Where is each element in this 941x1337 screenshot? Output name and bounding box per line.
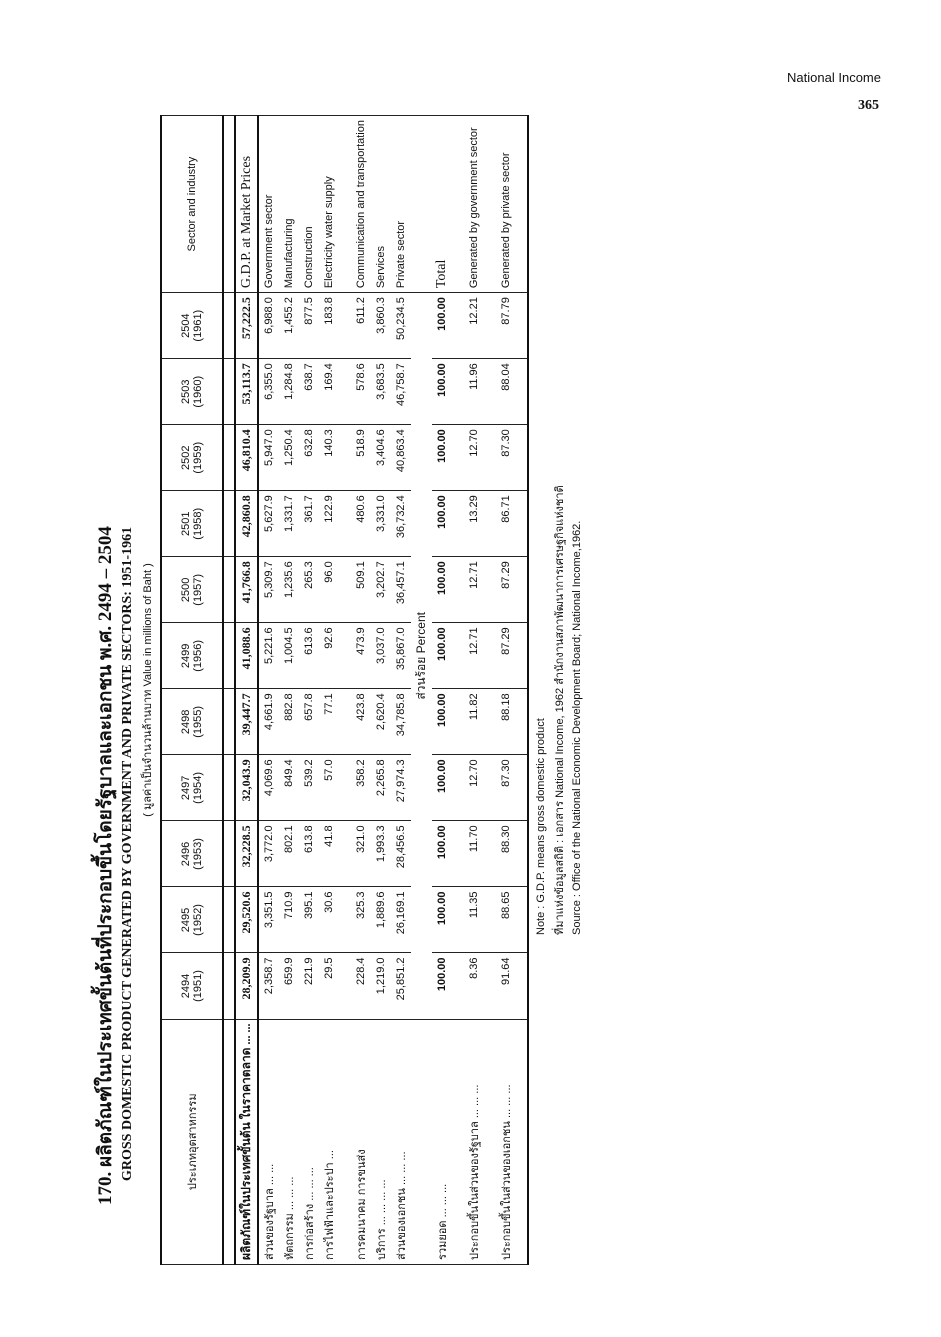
gdp-table bbox=[160, 115, 529, 1265]
spacer-cell bbox=[223, 491, 235, 557]
spacer-cell bbox=[223, 359, 235, 425]
spacer-cell bbox=[339, 557, 351, 623]
table-cell: 26,169.1 bbox=[391, 887, 411, 953]
table-cell: 36,732.4 bbox=[391, 491, 411, 557]
table-cell: 8.36 bbox=[464, 953, 484, 1019]
row-label-english: G.D.P. at Market Prices bbox=[235, 116, 258, 293]
table-cell: 509.1 bbox=[351, 557, 371, 623]
header-row bbox=[161, 116, 223, 1265]
table-cell: 36,457.1 bbox=[391, 557, 411, 623]
table-cell: 657.8 bbox=[299, 689, 319, 755]
spacer-cell bbox=[452, 953, 464, 1019]
spacer-cell bbox=[339, 755, 351, 821]
spacer-cell bbox=[223, 887, 235, 953]
spacer-cell bbox=[339, 821, 351, 887]
spacer-cell bbox=[516, 821, 528, 887]
row-label-english: Electricity water supply bbox=[319, 116, 339, 293]
table-cell: 25,851.2 bbox=[391, 953, 411, 1019]
table-cell: 1,889.6 bbox=[371, 887, 391, 953]
table-cell: 877.5 bbox=[299, 293, 319, 359]
spacer-cell bbox=[223, 689, 235, 755]
spacer-cell bbox=[452, 557, 464, 623]
row-label-thai: ประกอบขึ้นในส่วนของรัฐบาล ... ... ... bbox=[464, 1019, 484, 1264]
spacer-cell bbox=[516, 557, 528, 623]
table-cell: 88.04 bbox=[496, 359, 516, 425]
table-row bbox=[464, 116, 484, 1265]
table-cell: 6,988.0 bbox=[258, 293, 279, 359]
table-cell: 3,772.0 bbox=[258, 821, 279, 887]
row-label-thai: การไฟฟ้าและประปา ... bbox=[319, 1019, 339, 1264]
table-cell: 1,331.7 bbox=[279, 491, 299, 557]
spacer-cell bbox=[339, 953, 351, 1019]
spacer-cell bbox=[516, 1019, 528, 1264]
table-cell: 57,222.5 bbox=[235, 293, 258, 359]
spacer-cell bbox=[484, 425, 496, 491]
table-cell: 5,221.6 bbox=[258, 623, 279, 689]
table-row bbox=[432, 116, 452, 1265]
spacer-cell bbox=[452, 1019, 464, 1264]
row-label-thai: ประกอบขึ้นในส่วนของเอกชน ... ... ... bbox=[496, 1019, 516, 1264]
table-cell: 100.00 bbox=[432, 821, 452, 887]
table-cell: 12.71 bbox=[464, 623, 484, 689]
header-english: Sector and industry bbox=[161, 116, 223, 293]
spacer-cell bbox=[516, 953, 528, 1019]
header-year-7: 2501 (1958) bbox=[161, 491, 223, 557]
table-cell: 100.00 bbox=[432, 557, 452, 623]
table-cell: 91.64 bbox=[496, 953, 516, 1019]
table-cell: 5,309.7 bbox=[258, 557, 279, 623]
table-cell: 11.35 bbox=[464, 887, 484, 953]
table-cell: 632.8 bbox=[299, 425, 319, 491]
table-cell: 659.9 bbox=[279, 953, 299, 1019]
table-row bbox=[351, 116, 371, 1265]
row-label-english: Communication and transportation bbox=[351, 116, 371, 293]
header-year-6: 2500 (1957) bbox=[161, 557, 223, 623]
spacer-cell bbox=[516, 755, 528, 821]
table-cell: 395.1 bbox=[299, 887, 319, 953]
table-cell: 100.00 bbox=[432, 953, 452, 1019]
header-year-4: 2498 (1955) bbox=[161, 689, 223, 755]
spacer-cell bbox=[484, 887, 496, 953]
table-cell: 92.6 bbox=[319, 623, 339, 689]
header-year-10: 2504 (1961) bbox=[161, 293, 223, 359]
table-cell: 86.71 bbox=[496, 491, 516, 557]
row-label-thai: การก่อสร้าง ... ... ... bbox=[299, 1019, 319, 1264]
table-cell: 710.9 bbox=[279, 887, 299, 953]
title-thai-text: ผลิตภัณฑ์ในประเทศขั้นต้นที่ประกอบขึ้นโดยรัฐบาลและเอกชน พ.ศ. 2494 – 2504 bbox=[95, 526, 116, 1167]
table-cell: 4,069.6 bbox=[258, 755, 279, 821]
table-cell: 3,351.5 bbox=[258, 887, 279, 953]
table-cell: 57.0 bbox=[319, 755, 339, 821]
table-cell: 87.30 bbox=[496, 425, 516, 491]
row-label-thai: รวมยอด ... ... ... bbox=[432, 1019, 452, 1264]
row-label-thai: หัตถกรรม ... ... ... bbox=[279, 1019, 299, 1264]
table-cell: 46,810.4 bbox=[235, 425, 258, 491]
spacer-cell bbox=[484, 491, 496, 557]
row-label-english: Private sector bbox=[391, 116, 411, 293]
table-cell: 3,404.6 bbox=[371, 425, 391, 491]
table-cell: 12.71 bbox=[464, 557, 484, 623]
header-year-1: 2495 (1952) bbox=[161, 887, 223, 953]
table-cell: 518.9 bbox=[351, 425, 371, 491]
table-cell: 5,627.9 bbox=[258, 491, 279, 557]
table-row bbox=[319, 116, 339, 1265]
spacer-cell bbox=[484, 821, 496, 887]
table-cell: 29,520.6 bbox=[235, 887, 258, 953]
title-thai bbox=[90, 115, 120, 1265]
percent-label: ส่วนร้อย Percent bbox=[411, 293, 432, 1019]
table-cell: 39,447.7 bbox=[235, 689, 258, 755]
table-cell: 361.7 bbox=[299, 491, 319, 557]
table-cell: 265.3 bbox=[299, 557, 319, 623]
table-cell: 611.2 bbox=[351, 293, 371, 359]
thai-source-line: ที่มาแห่งข้อมูลสถิติ : เอกสาร National Income, 1962 สำนักงานสภาพัฒนาการเศรษฐกิจแห่งชาติ bbox=[554, 485, 566, 935]
spacer-cell bbox=[223, 557, 235, 623]
spacer-cell bbox=[452, 491, 464, 557]
spacer-row bbox=[484, 116, 496, 1265]
spacer-cell bbox=[516, 425, 528, 491]
header-year-5: 2499 (1956) bbox=[161, 623, 223, 689]
table-cell: 42,860.8 bbox=[235, 491, 258, 557]
table-cell: 13.29 bbox=[464, 491, 484, 557]
table-cell: 3,331.0 bbox=[371, 491, 391, 557]
spacer-cell bbox=[339, 623, 351, 689]
table-cell: 1,235.6 bbox=[279, 557, 299, 623]
spacer-cell bbox=[484, 293, 496, 359]
table-cell: 11.70 bbox=[464, 821, 484, 887]
spacer-cell bbox=[339, 887, 351, 953]
spacer-cell bbox=[339, 1019, 351, 1264]
table-cell: 11.82 bbox=[464, 689, 484, 755]
unit-line: ( มูลค่าเป็นจำนวนล้านบาท Value in millions of Baht ) bbox=[142, 563, 154, 817]
table-cell: 41.8 bbox=[319, 821, 339, 887]
table-cell: 88.65 bbox=[496, 887, 516, 953]
table-cell: 3,683.5 bbox=[371, 359, 391, 425]
spacer-cell bbox=[516, 491, 528, 557]
table-cell: 27,974.3 bbox=[391, 755, 411, 821]
table-cell: 4,661.9 bbox=[258, 689, 279, 755]
table-cell: 100.00 bbox=[432, 293, 452, 359]
spacer-cell bbox=[484, 359, 496, 425]
row-label-thai: การคมนาคม การขนส่ง bbox=[351, 1019, 371, 1264]
table-cell: 29.5 bbox=[319, 953, 339, 1019]
spacer-cell bbox=[339, 116, 351, 293]
table-cell: 77.1 bbox=[319, 689, 339, 755]
table-cell: 3,202.7 bbox=[371, 557, 391, 623]
header-thai: ประเภทอุตสาหกรรม bbox=[161, 1019, 223, 1264]
table-cell: 1,219.0 bbox=[371, 953, 391, 1019]
table-cell: 578.6 bbox=[351, 359, 371, 425]
table-cell: 849.4 bbox=[279, 755, 299, 821]
row-label-thai: ส่วนของเอกชน ... ... ... bbox=[391, 1019, 411, 1264]
spacer-cell bbox=[452, 116, 464, 293]
row-label-english: Generated by private sector bbox=[496, 116, 516, 293]
spacer-cell bbox=[452, 623, 464, 689]
header-year-9: 2503 (1960) bbox=[161, 359, 223, 425]
table-cell: 53,113.7 bbox=[235, 359, 258, 425]
spacer-cell bbox=[516, 887, 528, 953]
table-cell: 40,863.4 bbox=[391, 425, 411, 491]
table-cell: 473.9 bbox=[351, 623, 371, 689]
row-label-thai: ผลิตภัณฑ์ในประเทศขั้นต้น ในราคาตลาด ... ... bbox=[235, 1019, 258, 1264]
spacer-row bbox=[339, 116, 351, 1265]
table-cell: 613.8 bbox=[299, 821, 319, 887]
table-cell: 100.00 bbox=[432, 755, 452, 821]
table-cell: 100.00 bbox=[432, 623, 452, 689]
spacer-cell bbox=[516, 359, 528, 425]
table-cell: 28,456.5 bbox=[391, 821, 411, 887]
row-label-english: Government sector bbox=[258, 116, 279, 293]
table-cell: 100.00 bbox=[432, 359, 452, 425]
table-cell: 12.70 bbox=[464, 425, 484, 491]
row-label-english: Construction bbox=[299, 116, 319, 293]
table-cell: 183.8 bbox=[319, 293, 339, 359]
table-cell: 358.2 bbox=[351, 755, 371, 821]
table-titles bbox=[90, 115, 156, 1265]
spacer-row bbox=[452, 116, 464, 1265]
table-cell: 3,860.3 bbox=[371, 293, 391, 359]
table-cell: 46,758.7 bbox=[391, 359, 411, 425]
spacer-cell bbox=[223, 821, 235, 887]
table-row bbox=[299, 116, 319, 1265]
table-cell: 87.29 bbox=[496, 623, 516, 689]
table-cell: 1,284.8 bbox=[279, 359, 299, 425]
table-cell: 87.79 bbox=[496, 293, 516, 359]
table-cell: 30.6 bbox=[319, 887, 339, 953]
table-cell: 41,088.6 bbox=[235, 623, 258, 689]
spacer-cell bbox=[339, 293, 351, 359]
table-cell: 100.00 bbox=[432, 425, 452, 491]
spacer-cell bbox=[516, 689, 528, 755]
percent-label-row bbox=[411, 116, 432, 1265]
table-cell: 12.21 bbox=[464, 293, 484, 359]
spacer-cell bbox=[484, 1019, 496, 1264]
spacer-cell bbox=[484, 116, 496, 293]
table-cell: 41,766.8 bbox=[235, 557, 258, 623]
notes bbox=[535, 115, 583, 1265]
table-row bbox=[258, 116, 279, 1265]
running-head: National Income bbox=[787, 70, 881, 85]
header-year-0: 2494 (1951) bbox=[161, 953, 223, 1019]
spacer-cell bbox=[484, 953, 496, 1019]
table-row bbox=[279, 116, 299, 1265]
table-cell: 638.7 bbox=[299, 359, 319, 425]
table-cell: 321.0 bbox=[351, 821, 371, 887]
title-english: GROSS DOMESTIC PRODUCT GENERATED BY GOVERNMENT AND PRIVATE SECTORS: 1951-1961 bbox=[120, 526, 135, 1181]
spacer-cell bbox=[339, 425, 351, 491]
table-cell: 802.1 bbox=[279, 821, 299, 887]
table-cell: 1,993.3 bbox=[371, 821, 391, 887]
spacer-cell bbox=[223, 953, 235, 1019]
row-label-english: Manufacturing bbox=[279, 116, 299, 293]
header-year-8: 2502 (1959) bbox=[161, 425, 223, 491]
table-row bbox=[391, 116, 411, 1265]
row-label-english: Services bbox=[371, 116, 391, 293]
empty-cell bbox=[411, 116, 432, 293]
table-cell: 325.3 bbox=[351, 887, 371, 953]
table-cell: 2,265.8 bbox=[371, 755, 391, 821]
table-cell: 100.00 bbox=[432, 887, 452, 953]
table-cell: 5,947.0 bbox=[258, 425, 279, 491]
spacer-cell bbox=[339, 491, 351, 557]
source-line: Source : Office of the National Economic Development Board; National Income,1962. bbox=[571, 520, 583, 935]
table-cell: 228.4 bbox=[351, 953, 371, 1019]
rotated-table-page bbox=[90, 115, 850, 1265]
note-line: Note : G.D.P. means gross domestic product bbox=[535, 718, 547, 935]
spacer-cell bbox=[452, 359, 464, 425]
row-label-english: Generated by government sector bbox=[464, 116, 484, 293]
table-cell: 480.6 bbox=[351, 491, 371, 557]
table-cell: 32,043.9 bbox=[235, 755, 258, 821]
table-cell: 32,228.5 bbox=[235, 821, 258, 887]
table-cell: 140.3 bbox=[319, 425, 339, 491]
table-cell: 11.96 bbox=[464, 359, 484, 425]
table-cell: 423.8 bbox=[351, 689, 371, 755]
spacer-cell bbox=[452, 755, 464, 821]
row-label-english: Total bbox=[432, 116, 452, 293]
spacer-cell bbox=[339, 359, 351, 425]
spacer-cell bbox=[484, 689, 496, 755]
spacer-cell bbox=[223, 293, 235, 359]
table-cell: 2,358.7 bbox=[258, 953, 279, 1019]
row-label-thai: ส่วนของรัฐบาล ... ... bbox=[258, 1019, 279, 1264]
table-cell: 100.00 bbox=[432, 689, 452, 755]
spacer-cell bbox=[484, 623, 496, 689]
table-cell: 882.8 bbox=[279, 689, 299, 755]
table-cell: 2,620.4 bbox=[371, 689, 391, 755]
spacer-cell bbox=[452, 689, 464, 755]
table-cell: 50,234.5 bbox=[391, 293, 411, 359]
table-cell: 169.4 bbox=[319, 359, 339, 425]
spacer-row bbox=[223, 116, 235, 1265]
spacer-cell bbox=[223, 1019, 235, 1264]
page-number: 365 bbox=[858, 98, 879, 113]
spacer-cell bbox=[223, 623, 235, 689]
spacer-cell bbox=[516, 293, 528, 359]
table-cell: 88.30 bbox=[496, 821, 516, 887]
table-cell: 122.9 bbox=[319, 491, 339, 557]
table-cell: 1,250.4 bbox=[279, 425, 299, 491]
spacer-cell bbox=[223, 755, 235, 821]
table-cell: 28,209.9 bbox=[235, 953, 258, 1019]
spacer-cell bbox=[516, 116, 528, 293]
spacer-row bbox=[516, 116, 528, 1265]
spacer-cell bbox=[452, 293, 464, 359]
table-cell: 1,455.2 bbox=[279, 293, 299, 359]
spacer-cell bbox=[339, 689, 351, 755]
table-cell: 613.6 bbox=[299, 623, 319, 689]
spacer-cell bbox=[484, 557, 496, 623]
spacer-cell bbox=[452, 887, 464, 953]
spacer-cell bbox=[484, 755, 496, 821]
table-cell: 96.0 bbox=[319, 557, 339, 623]
table-cell: 87.29 bbox=[496, 557, 516, 623]
spacer-cell bbox=[452, 425, 464, 491]
table-cell: 87.30 bbox=[496, 755, 516, 821]
table-cell: 539.2 bbox=[299, 755, 319, 821]
spacer-cell bbox=[452, 821, 464, 887]
header-year-3: 2497 (1954) bbox=[161, 755, 223, 821]
spacer-cell bbox=[223, 425, 235, 491]
row-label-thai: บริการ ... ... ... ... bbox=[371, 1019, 391, 1264]
table-row bbox=[371, 116, 391, 1265]
table-cell: 100.00 bbox=[432, 491, 452, 557]
spacer-cell bbox=[516, 623, 528, 689]
table-cell: 1,004.5 bbox=[279, 623, 299, 689]
table-cell: 35,867.0 bbox=[391, 623, 411, 689]
empty-cell bbox=[411, 1019, 432, 1264]
header-year-2: 2496 (1953) bbox=[161, 821, 223, 887]
table-cell: 3,037.0 bbox=[371, 623, 391, 689]
table-row bbox=[496, 116, 516, 1265]
table-cell: 6,355.0 bbox=[258, 359, 279, 425]
table-cell: 221.9 bbox=[299, 953, 319, 1019]
table-row bbox=[235, 116, 258, 1265]
table-cell: 88.18 bbox=[496, 689, 516, 755]
table-number: 170. bbox=[95, 1171, 116, 1205]
table-cell: 12.70 bbox=[464, 755, 484, 821]
spacer-cell bbox=[223, 116, 235, 293]
table-cell: 34,785.8 bbox=[391, 689, 411, 755]
table-body bbox=[223, 116, 528, 1265]
